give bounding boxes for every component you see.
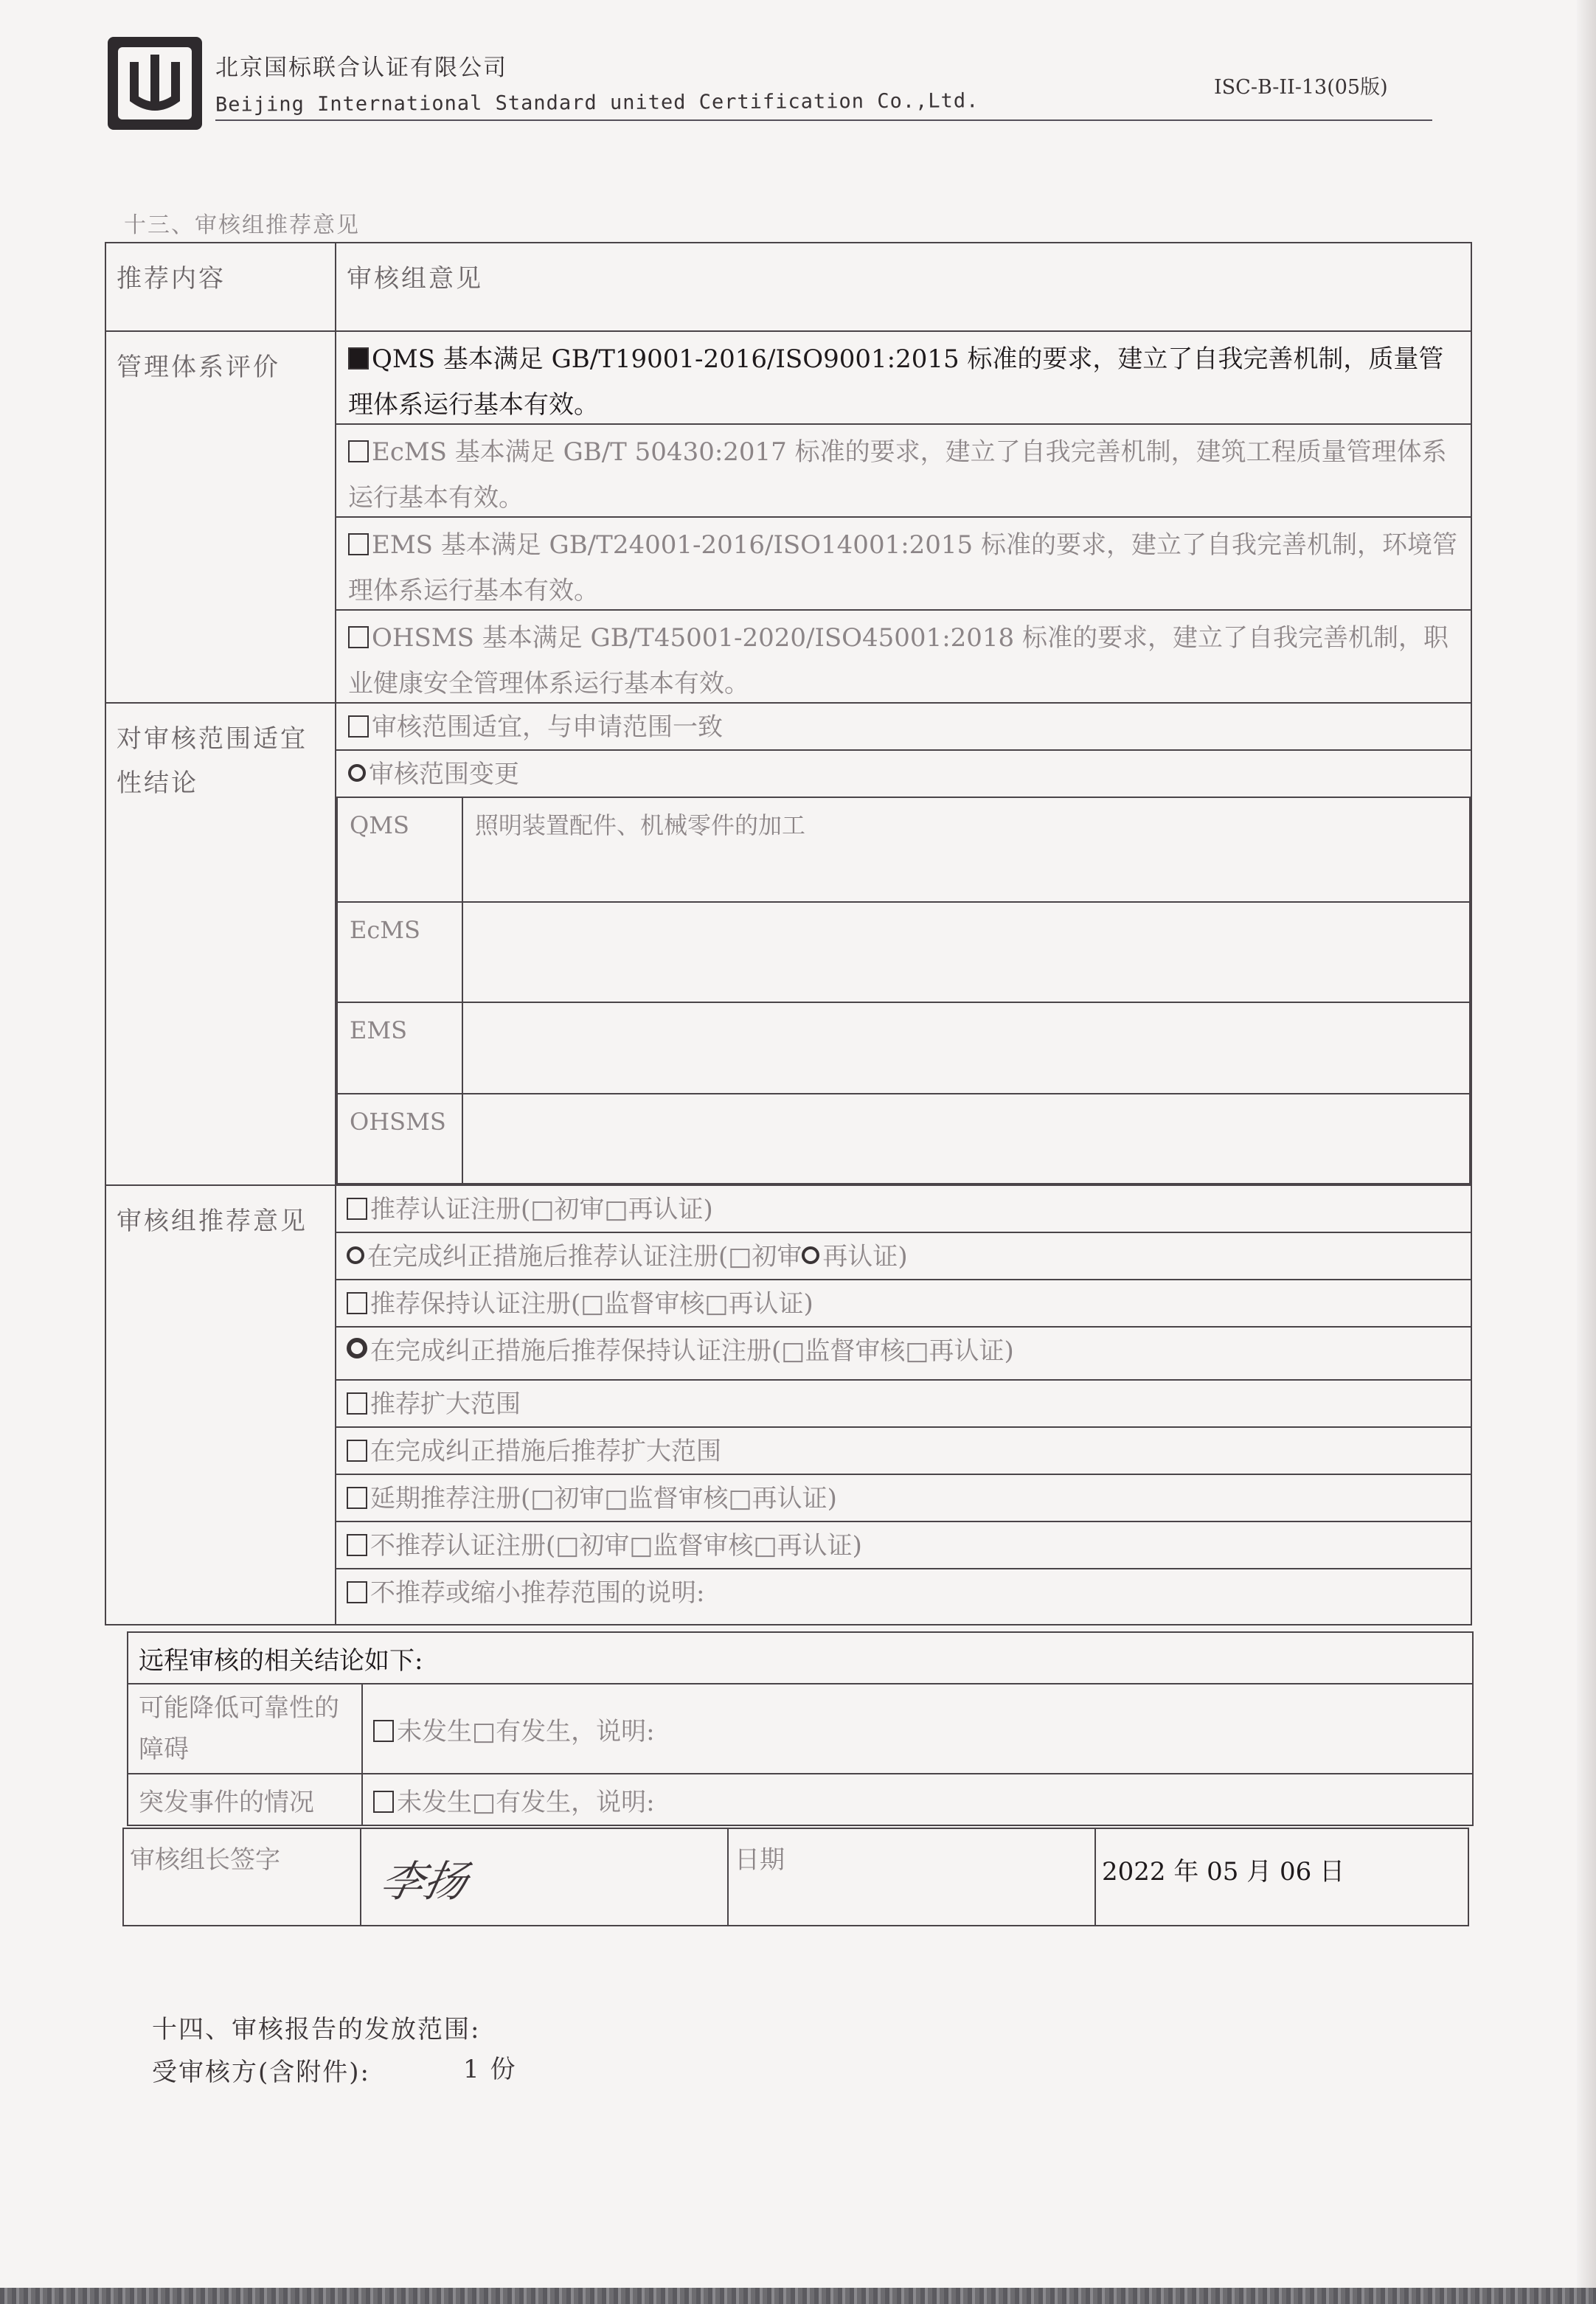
checkbox-icon[interactable] xyxy=(347,1392,367,1415)
page-edge-shadow xyxy=(1577,0,1596,2304)
mgmt-item-ems: EMS 基本满足 GB/T24001-2016/ISO14001:2015 标准的要求，建立了自我完善机制，环境管理体系运行基本有效。 xyxy=(336,518,1471,611)
leader-sign-label: 审核组长签字 xyxy=(123,1828,361,1926)
section-14-title: 十四、审核报告的发放范围: xyxy=(152,2015,481,2044)
recommendation-label: 审核组推荐意见 xyxy=(105,1185,336,1625)
scope-value-ems xyxy=(462,1002,1470,1094)
scope-system-qms: QMS xyxy=(337,797,462,902)
company-logo-icon xyxy=(105,32,208,134)
rec-option-5: 推荐扩大范围 xyxy=(336,1381,1471,1428)
recipient-label: 受审核方(含附件): xyxy=(152,2058,370,2087)
rec-option-2: 在完成纠正措施后推荐认证注册(□初审 再认证) xyxy=(336,1233,1471,1280)
checkbox-icon[interactable] xyxy=(347,1440,367,1462)
checkbox-icon[interactable] xyxy=(348,440,369,462)
document-code: ISC-B-II-13(05版) xyxy=(1214,76,1388,99)
header-content-cell: 推荐内容 xyxy=(105,243,336,331)
mgmt-item-qms: QMS 基本满足 GB/T19001-2016/ISO9001:2015 标准的要求，建立了自我完善机制，质量管理体系运行基本有效。 xyxy=(336,332,1471,425)
scope-system-ecms: EcMS xyxy=(337,902,462,1002)
obstacle-label: 可能降低可靠性的障碍 xyxy=(128,1684,362,1774)
radio-selected-icon[interactable] xyxy=(347,1338,367,1359)
checkbox-icon[interactable] xyxy=(347,1534,367,1556)
date-value: 2022 年 05 月 06 日 xyxy=(1095,1828,1468,1926)
rec-option-6: 在完成纠正措施后推荐扩大范围 xyxy=(336,1428,1471,1475)
rec-option-9: 不推荐或缩小推荐范围的说明: xyxy=(336,1569,1471,1624)
radio-selected-icon[interactable] xyxy=(347,1246,364,1264)
rec-option-7: 延期推荐注册(□初审□监督审核□再认证) xyxy=(336,1475,1471,1522)
rec-option-4: 在完成纠正措施后推荐保持认证注册(□监督审核□再认证) xyxy=(336,1328,1471,1381)
management-label: 管理体系评价 xyxy=(105,331,336,703)
signature-table xyxy=(122,1828,1469,1926)
recipient-count: 1 份 xyxy=(463,2055,517,2084)
radio-selected-icon[interactable] xyxy=(348,764,366,782)
company-name-cn: 北京国标联合认证有限公司 xyxy=(215,55,507,81)
checkbox-icon[interactable] xyxy=(348,533,369,555)
scope-system-ems: EMS xyxy=(337,1002,462,1094)
checkbox-checked-icon[interactable] xyxy=(348,347,369,369)
scope-label: 对审核范围适宜性结论 xyxy=(105,703,336,1185)
header-opinion-cell: 审核组意见 xyxy=(336,243,1471,331)
date-label: 日期 xyxy=(728,1828,1095,1926)
rec-option-1: 推荐认证注册(□初审□再认证) xyxy=(336,1186,1471,1233)
background-floor xyxy=(0,2288,1596,2304)
checkbox-icon[interactable] xyxy=(347,1581,367,1603)
obstacle-value: 未发生□有发生，说明: xyxy=(362,1684,1473,1774)
scope-table xyxy=(336,797,1471,1184)
rec-option-3: 推荐保持认证注册(□监督审核□再认证) xyxy=(336,1280,1471,1328)
company-name-en: Beijing International Standard united Certification Co.,Ltd. xyxy=(215,89,979,117)
radio-selected-icon[interactable] xyxy=(802,1246,819,1264)
mgmt-item-ohsms: OHSMS 基本满足 GB/T45001-2020/ISO45001:2018 标准的要求，建立了自我完善机制，职业健康安全管理体系运行基本有效。 xyxy=(348,623,1448,698)
section-13-title: 十三、审核组推荐意见 xyxy=(124,212,360,238)
scope-option-changed: 审核范围变更 xyxy=(336,751,1471,797)
checkbox-icon[interactable] xyxy=(348,715,369,738)
remote-audit-table xyxy=(127,1631,1474,1826)
checkbox-icon[interactable] xyxy=(347,1487,367,1509)
incident-value: 未发生□有发生，说明: xyxy=(362,1774,1473,1825)
signature-handwriting: 李扬 xyxy=(375,1856,473,1906)
leader-signature xyxy=(361,1828,728,1926)
header-divider xyxy=(215,119,1432,121)
checkbox-icon[interactable] xyxy=(348,626,369,648)
scope-value-qms: 照明装置配件、机械零件的加工 xyxy=(462,797,1470,902)
checkbox-icon[interactable] xyxy=(347,1198,367,1220)
scope-option-suitable: 审核范围适宜，与申请范围一致 xyxy=(336,704,1471,751)
rec-option-8: 不推荐认证注册(□初审□监督审核□再认证) xyxy=(336,1522,1471,1569)
remote-audit-title: 远程审核的相关结论如下: xyxy=(128,1632,1473,1684)
checkbox-icon[interactable] xyxy=(373,1720,394,1742)
mgmt-item-ecms: EcMS 基本满足 GB/T 50430:2017 标准的要求，建立了自我完善机制，建筑工程质量管理体系运行基本有效。 xyxy=(336,425,1471,518)
scope-value-ecms xyxy=(462,902,1470,1002)
checkbox-icon[interactable] xyxy=(347,1292,367,1314)
scope-system-ohsms: OHSMS xyxy=(337,1094,462,1184)
incident-label: 突发事件的情况 xyxy=(128,1774,362,1825)
checkbox-icon[interactable] xyxy=(373,1791,394,1813)
scope-value-ohsms xyxy=(462,1094,1470,1184)
recommendation-table xyxy=(105,242,1472,1625)
